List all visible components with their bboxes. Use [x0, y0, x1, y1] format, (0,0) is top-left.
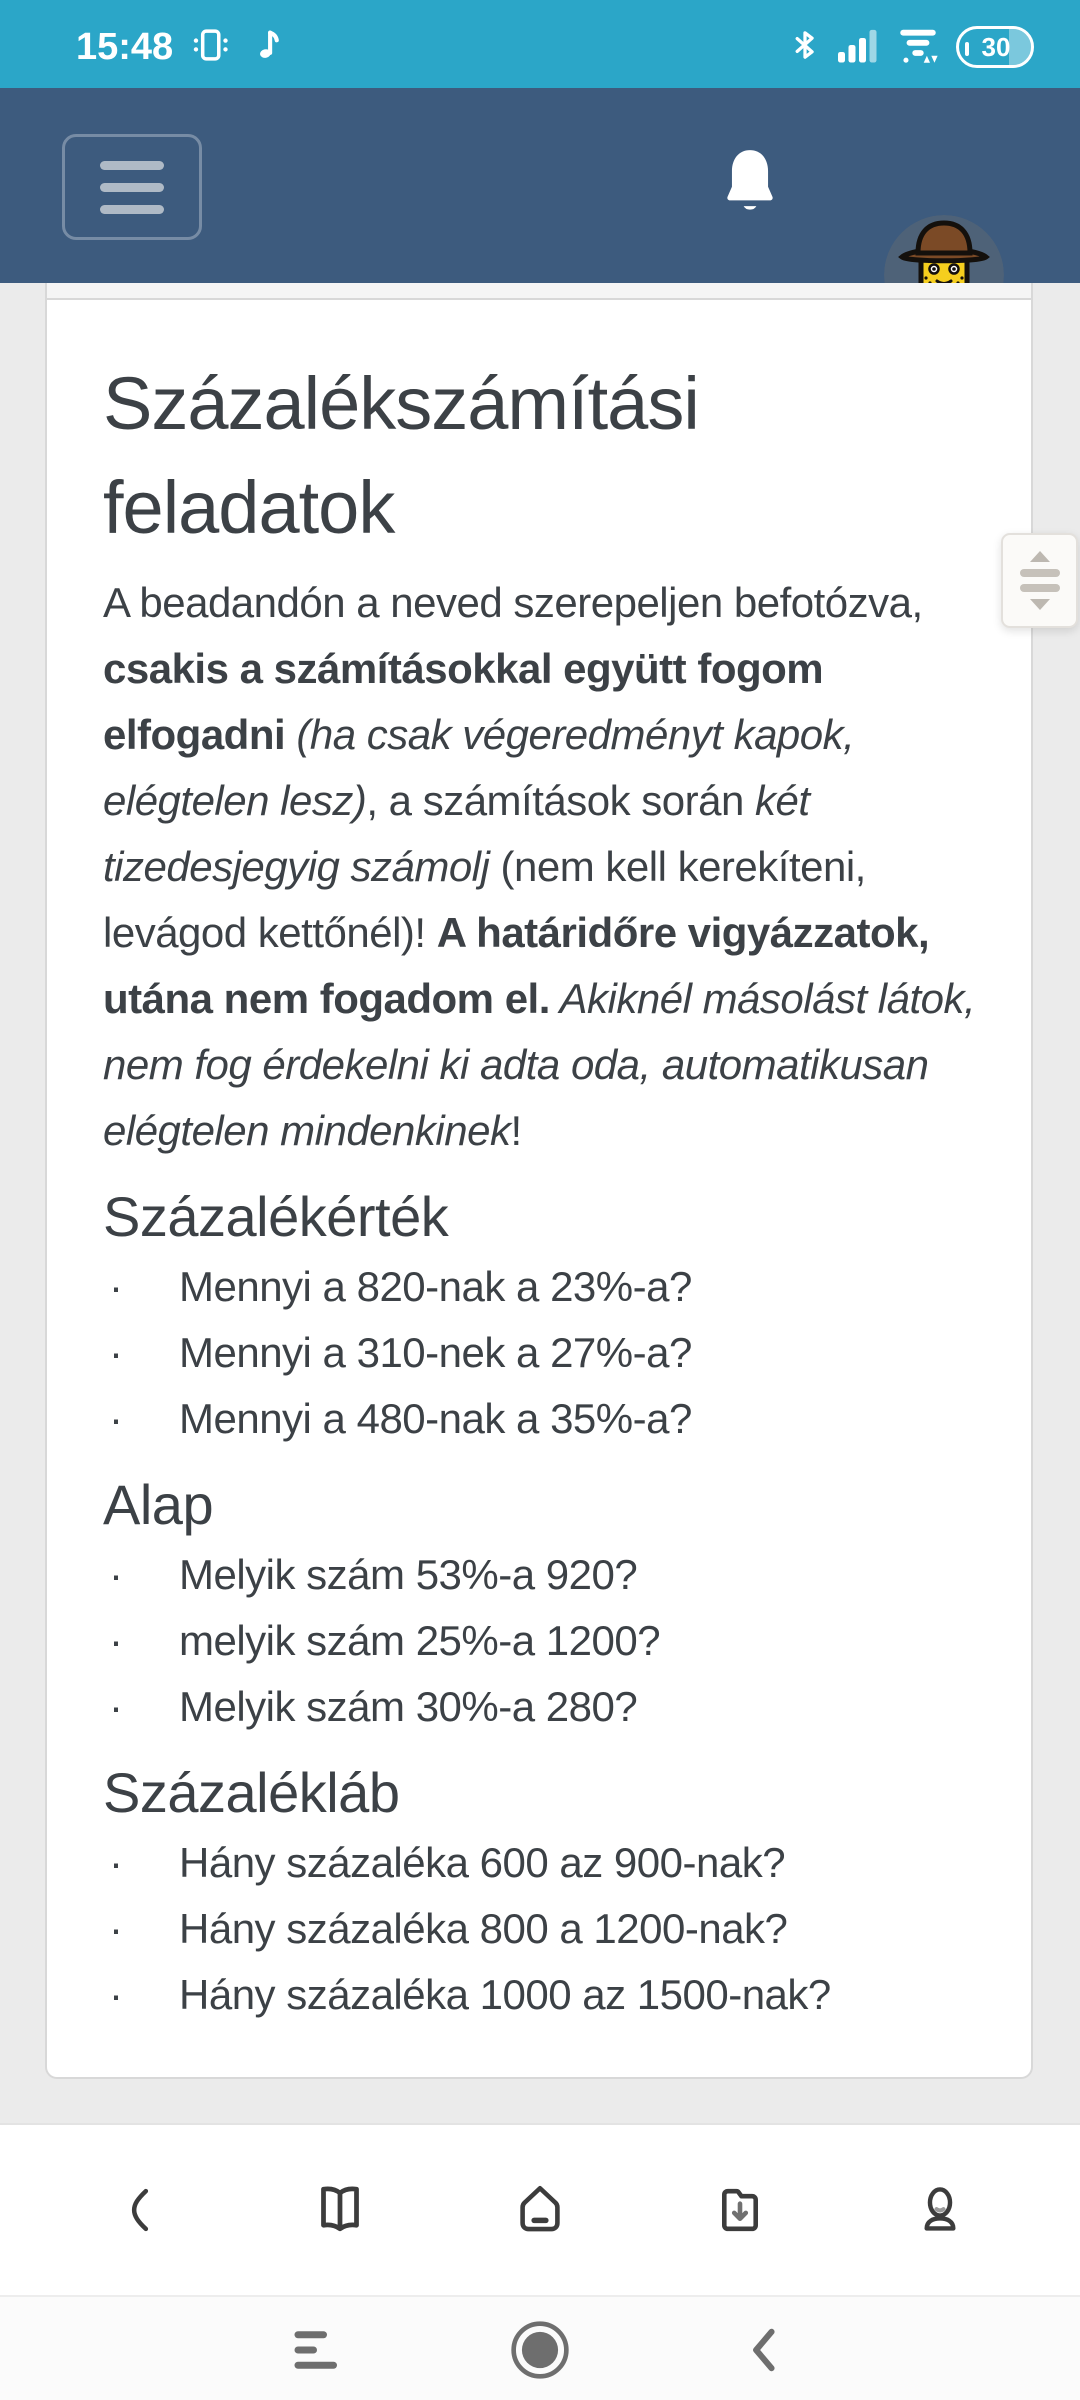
nav-home-button[interactable]	[470, 2297, 610, 2400]
triangle-down-icon	[1030, 599, 1050, 610]
intro-segment: !	[510, 1107, 522, 1154]
bullet-glyph: ·	[109, 1395, 123, 1442]
bullet-glyph: ·	[109, 1551, 123, 1598]
list-item-text: melyik szám 25%-a 1200?	[179, 1617, 661, 1664]
bullet-glyph: ·	[109, 1617, 123, 1664]
intro-segment: Akiknél másolást látok, nem fog érdekelni ki adta oda, automatikusan elégtelen mindenkinek	[103, 975, 976, 1154]
list-item	[103, 1674, 987, 1740]
clock: 15:48	[76, 25, 174, 68]
document-viewport	[0, 283, 1080, 2123]
intro-segment: A határidőre vigyázzatok, utána nem fogadom el.	[103, 909, 930, 1022]
list-item	[103, 1962, 987, 2028]
bullet-glyph: ·	[109, 1839, 123, 1886]
downloads-button[interactable]	[680, 2150, 800, 2270]
document-sections	[103, 1180, 987, 2028]
nav-recents-button[interactable]	[247, 2297, 387, 2400]
battery-percent: 30	[981, 31, 1011, 62]
list-item	[103, 1542, 987, 1608]
list-item	[103, 1608, 987, 1674]
list-item	[103, 1320, 987, 1386]
list-item-text: Melyik szám 53%-a 920?	[179, 1551, 638, 1598]
list-item-text: Mennyi a 480-nak a 35%-a?	[179, 1395, 692, 1442]
cell-signal-icon	[838, 27, 880, 68]
app-header	[0, 88, 1080, 283]
notification-bell-button[interactable]	[712, 140, 788, 226]
bullet-glyph: ·	[109, 1971, 123, 2018]
music-note-icon	[247, 26, 285, 69]
intro-segment: két tizedesjegyig számolj	[103, 777, 810, 890]
bullet-list	[103, 1254, 987, 1452]
hamburger-menu-button[interactable]	[62, 134, 202, 240]
section-heading: Százalékérték	[103, 1185, 449, 1248]
bullet-glyph: ·	[109, 1329, 123, 1376]
list-item-text: Mennyi a 820-nak a 23%-a?	[179, 1263, 692, 1310]
drag-bar	[1020, 584, 1060, 592]
intro-segment: (ha csak végeredményt kapok, elégtelen lesz)	[103, 711, 855, 824]
document-page	[45, 300, 1033, 2079]
intro-segment: , a számítások során	[366, 777, 755, 824]
back-button[interactable]	[80, 2150, 200, 2270]
bluetooth-icon	[788, 26, 822, 69]
list-item-text: Hány százaléka 800 a 1200-nak?	[179, 1905, 788, 1952]
page-title: Százalékszámítási feladatok	[103, 362, 699, 549]
battery-indicator	[956, 26, 1034, 68]
bullet-glyph: ·	[109, 1905, 123, 1952]
status-left-cluster	[76, 26, 285, 69]
intro-segment: A beadandón a neved szerepeljen befotózva,	[103, 579, 923, 626]
document-toolbar	[0, 2123, 1080, 2295]
reader-view-button[interactable]	[280, 2150, 400, 2270]
bullet-list	[103, 1542, 987, 1740]
section-heading: Százalékláb	[103, 1761, 400, 1824]
intro-segment: (nem kell kerekíteni, levágod kettőnél)!	[103, 843, 866, 956]
hamburger-line	[100, 205, 164, 214]
list-item	[103, 1386, 987, 1452]
list-item-text: Hány százaléka 1000 az 1500-nak?	[179, 1971, 831, 2018]
intro-segment: csakis a számításokkal együtt fogom elfogadni	[103, 645, 824, 758]
triangle-up-icon	[1030, 551, 1050, 562]
android-nav-bar	[0, 2295, 1080, 2400]
home-button[interactable]	[480, 2150, 600, 2270]
intro-segment	[285, 711, 296, 758]
intro-paragraph	[103, 570, 987, 1164]
hamburger-line	[100, 161, 164, 170]
drag-bar	[1020, 569, 1060, 577]
battery-level-fill	[1009, 29, 1031, 65]
profile-button[interactable]	[880, 2150, 1000, 2270]
bullet-glyph: ·	[109, 1683, 123, 1730]
previous-block-edge	[45, 283, 1033, 300]
list-item-text: Mennyi a 310-nek a 27%-a?	[179, 1329, 692, 1376]
bullet-list	[103, 1830, 987, 2028]
wifi-icon	[896, 26, 940, 69]
list-item-text: Hány százaléka 600 az 900-nak?	[179, 1839, 786, 1886]
section-heading: Alap	[103, 1473, 214, 1536]
list-item	[103, 1830, 987, 1896]
hamburger-line	[100, 183, 164, 192]
list-item	[103, 1254, 987, 1320]
scroll-handle[interactable]	[1001, 533, 1078, 628]
status-bar	[0, 0, 1080, 88]
vibrate-icon	[191, 26, 229, 69]
bullet-glyph: ·	[109, 1263, 123, 1310]
list-item	[103, 1896, 987, 1962]
status-right-cluster	[788, 26, 1034, 69]
nav-back-button[interactable]	[695, 2297, 835, 2400]
list-item-text: Melyik szám 30%-a 280?	[179, 1683, 638, 1730]
battery-cap	[965, 42, 969, 56]
